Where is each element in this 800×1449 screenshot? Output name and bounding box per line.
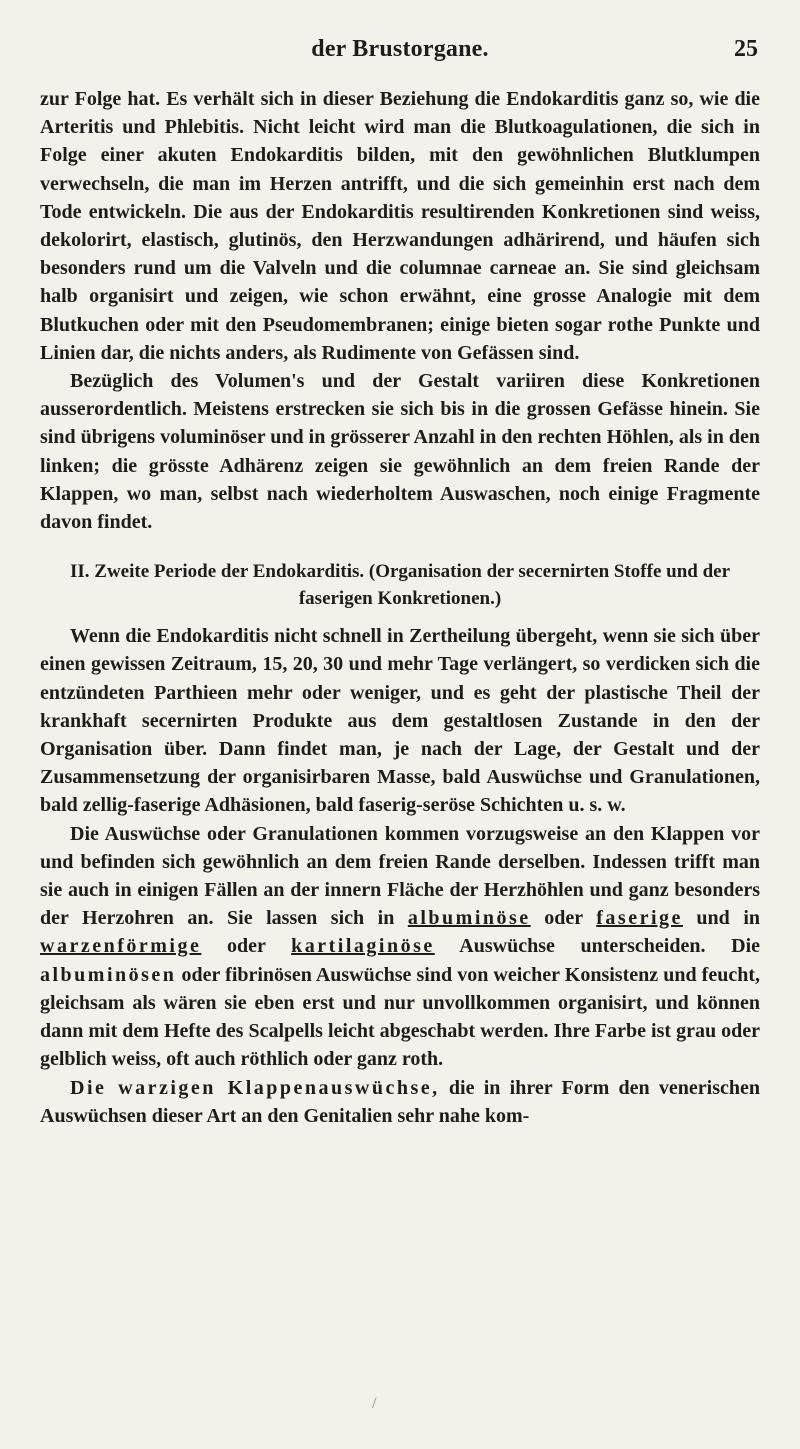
emphasis-fibrous: faserige xyxy=(596,907,683,930)
page-body xyxy=(40,85,760,1130)
scan-speck: / xyxy=(372,1395,377,1412)
text-run: oder xyxy=(226,935,266,958)
text-run: und in xyxy=(696,907,760,930)
section-subtitle: (Organisation der secernirten Stoffe und der faserigen Konkretionen.) xyxy=(298,561,731,610)
section-heading xyxy=(40,558,760,612)
emphasis-warty: warzenförmige xyxy=(40,935,202,958)
page-number: 25 xyxy=(734,36,758,62)
paragraph-granulations xyxy=(40,820,760,1074)
paragraph-continuation: zur Folge hat. Es verhält sich in dieser Beziehung die Endokarditis ganz so, wie die Arteritis und Phlebitis. Nicht leicht wird man die Blutkoagulationen, die sich in Folge einer akuten Endokarditis bilden, mit den gewöhnlichen Blutklumpen verwechseln, die man im Herzen antrifft, und die sich gemeinhin erst nach dem Tode entwickeln. Die aus der Endokarditis resultirenden Konkretionen sind weiss, dekolorirt, elastisch, glutinös, den Herzwandungen adhärirend, und häufen sich besonders rund um die Valveln und die columnae carneae an. Sie sind gleichsam halb organisirt und zeigen, wie schon erwähnt, eine grosse Analogie mit dem Blutkuchen oder mit den Pseudomembranen; einige bieten sogar rothe Punkte und Linien dar, die nichts anders, als Rudimente von Gefässen sind. xyxy=(40,88,760,364)
section-title: Zweite Periode der Endokarditis. xyxy=(94,561,365,583)
paragraph-second-period: Wenn die Endokarditis nicht schnell in Zertheilung übergeht, wenn sie sich über einen gewissen Zeitraum, 15, 20, 30 und mehr Tage verlängert, so verdicken sich die entzündeten Parthieen mehr oder weniger, und es geht der plastische Theil der krankhaft secernirten Produkte aus dem gestaltlosen Zustande in den der Organisation über. Dann findet man, je nach der Lage, der Gestalt und der Zusammensetzung der organisirbaren Masse, bald Auswüchse und Granulationen, bald zellig-faserige Adhäsionen, bald faserig-seröse Schichten u. s. w. xyxy=(40,625,760,817)
emphasis-albuminous: albuminöse xyxy=(407,907,531,930)
text-run: oder fibrinösen Auswüchse sind von weicher Konsistenz und feucht, gleichsam als wären sie eben erst und nur unvollkommen organisirt, und können dann mit dem Hefte des Scalpells leicht abgeschabt werden. Ihre Farbe ist grau oder gelblich weiss, oft auch röthlich oder ganz roth. xyxy=(40,963,761,1071)
paragraph-warty-growths xyxy=(40,1074,760,1130)
emphasis-cartilaginous: kartilaginöse xyxy=(291,935,435,958)
text-run: Die Auswüchse oder Granulationen kommen vorzugsweise an den Klappen vor und befinden sich gewöhnlich an dem freien Rande derselben. Indessen trifft man sie auch in einigen Fällen an der innern Fläche der Herzhöhlen und ganz besonders der Herzohren an. Sie lassen sich in xyxy=(40,822,760,930)
paragraph-volume: Bezüglich des Volumen's und der Gestalt variiren diese Konkretionen ausserordentlich. Meistens erstrecken sie sich bis in die grossen Gefässe hinein. Sie sind übrigens voluminöser und in grösserer Anzahl in den rechten Höhlen, als in den linken; die grösste Adhärenz zeigen sie gewöhnlich an dem freien Rande der Klappen, wo man, selbst nach wiederholtem Auswaschen, noch einige Fragmente davon findet. xyxy=(40,370,760,534)
running-header xyxy=(40,36,760,72)
text-run: oder xyxy=(544,907,583,930)
text-run: Auswüchse unterscheiden. Die xyxy=(459,935,761,958)
emphasis-warty-growths: Die warzigen Klappenauswüchse, xyxy=(70,1076,440,1099)
running-title: der Brustorgane. xyxy=(311,36,489,62)
section-number: II. xyxy=(69,561,90,583)
text-run: die in ihrer Form den venerischen Auswüchsen dieser Art an den Genitalien sehr nahe kom- xyxy=(40,1076,761,1127)
emphasis-albuminous-plural: albuminösen xyxy=(40,963,177,986)
